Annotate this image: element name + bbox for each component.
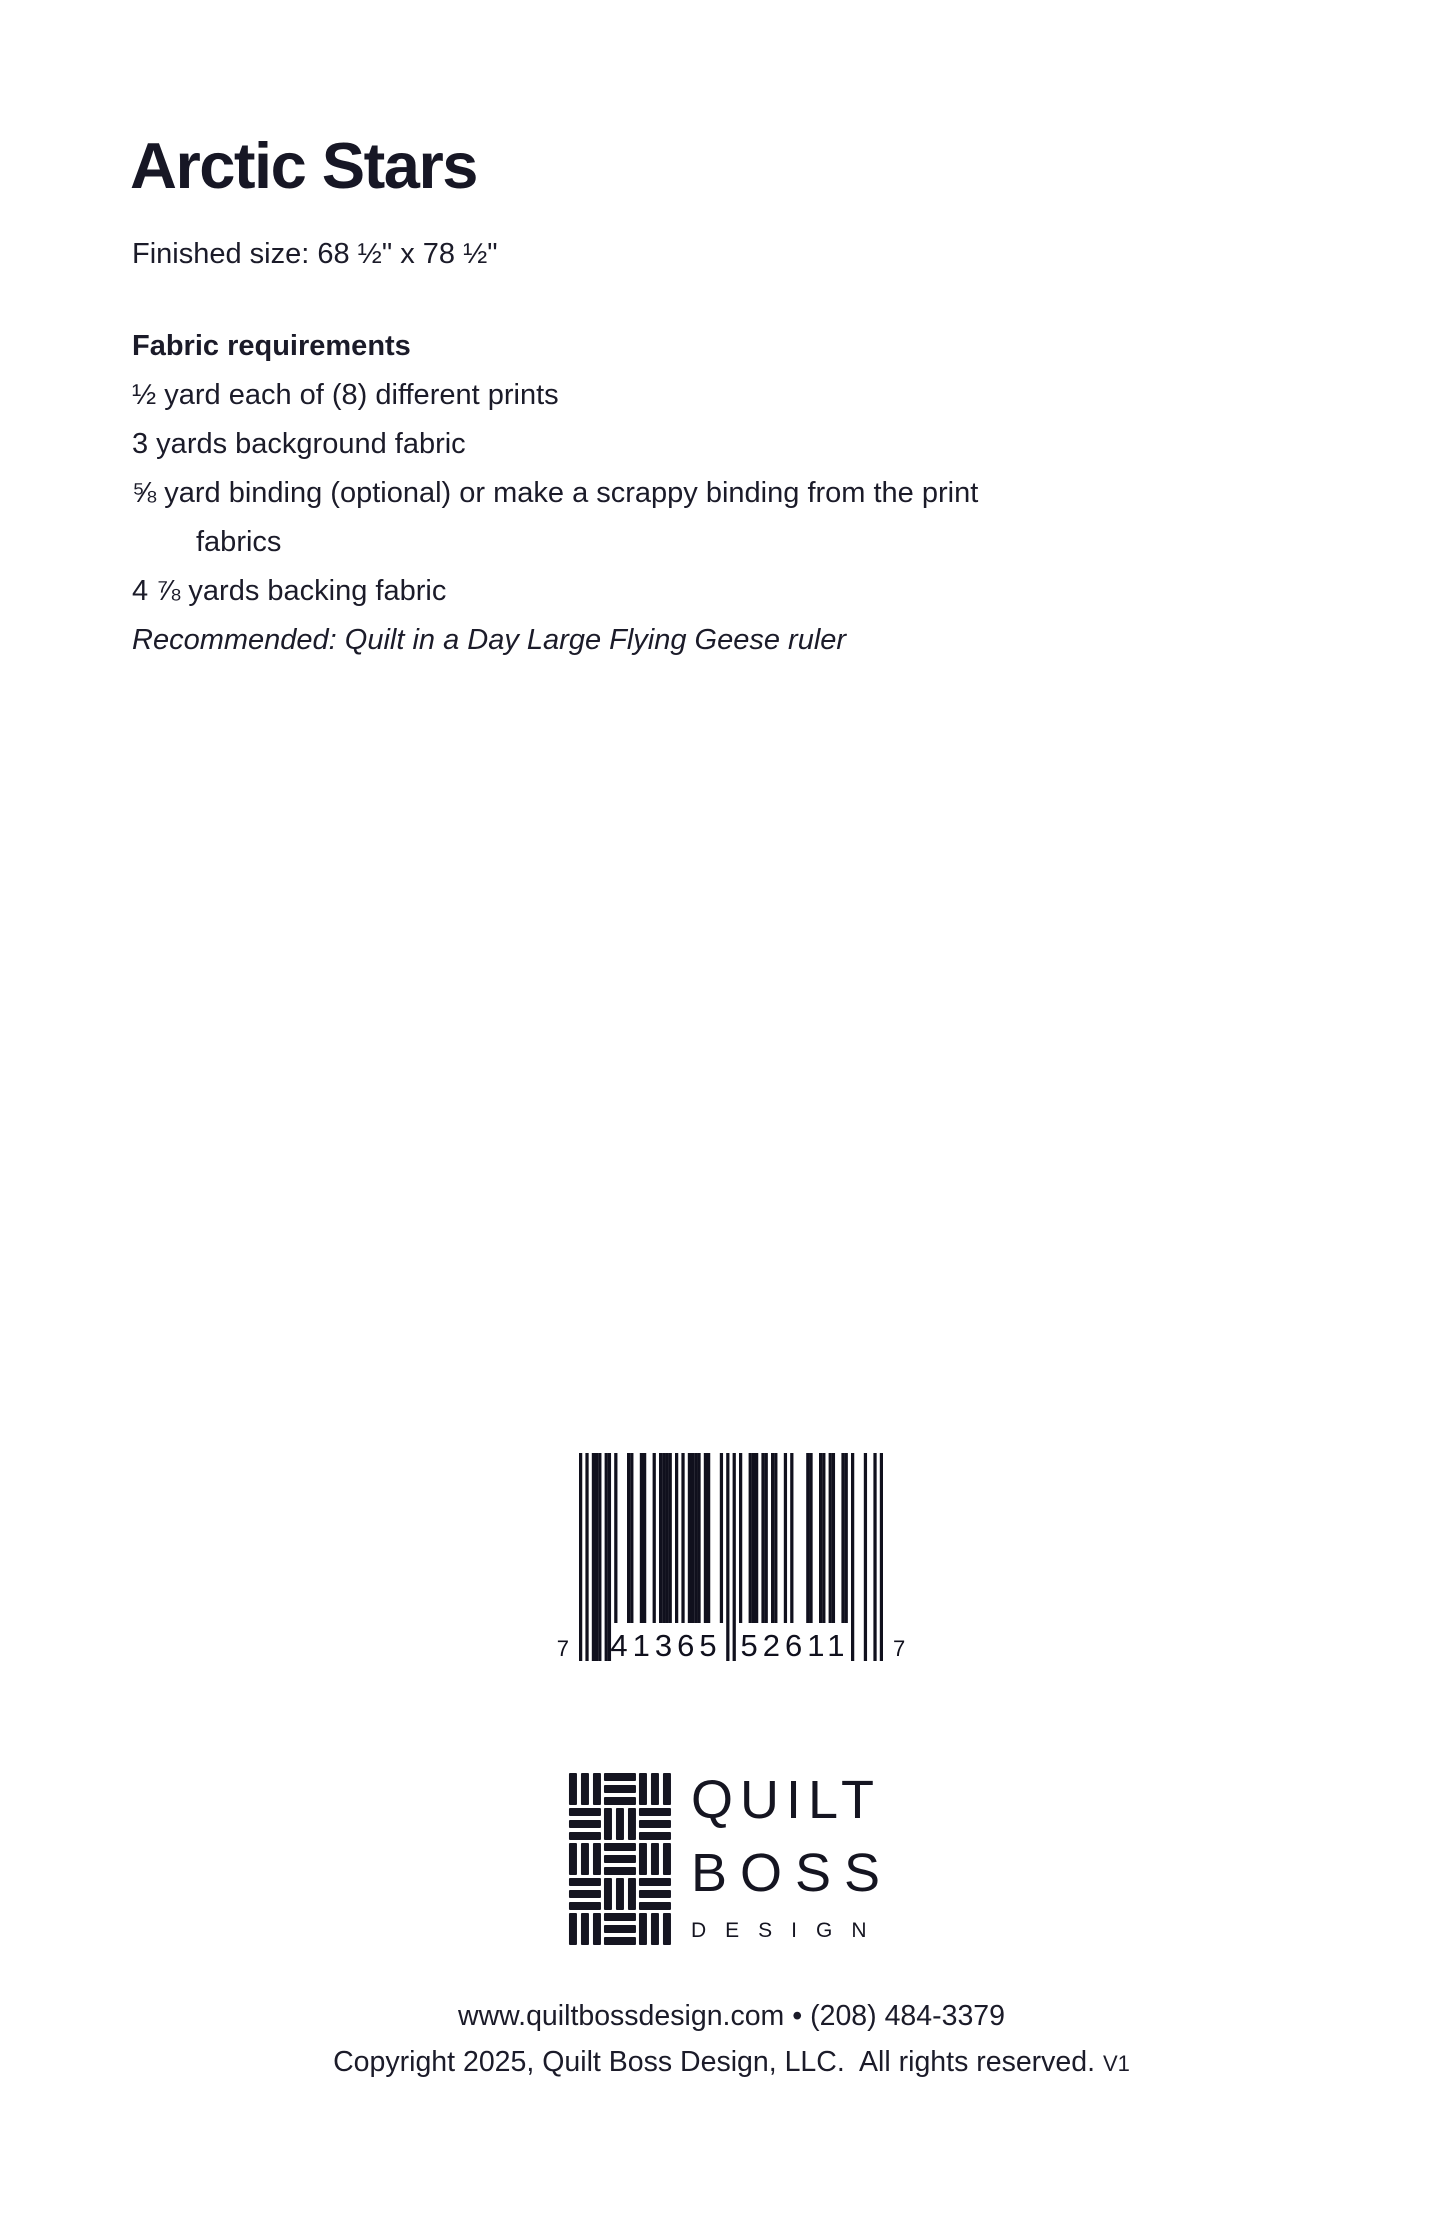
quilt-boss-logo-text (691, 1764, 893, 1945)
requirement-line-binding-continued: fabrics (196, 526, 282, 558)
version-label: V1 (1102, 2051, 1130, 2076)
page-footer (0, 1993, 1445, 2087)
quilt-boss-logo-mark (569, 1773, 671, 1945)
contact-line: www.quiltbossdesign.com • (208) 484-3379 (457, 2000, 1006, 2032)
upc-barcode (556, 1453, 906, 1663)
copyright-text: Copyright 2025, Quilt Boss Design, LLC. All rights reserved. (333, 2046, 1103, 2078)
weave-cell (639, 1773, 671, 1805)
logo-word-quilt: QUILT (690, 1770, 881, 1830)
barcode-left-digit-group: 41365 (610, 1628, 722, 1663)
barcode-number-system-digit: 7 (556, 1636, 569, 1661)
barcode-check-digit: 7 (893, 1636, 906, 1661)
weave-cell (604, 1843, 636, 1875)
copyright-line (18, 2039, 1445, 2087)
barcode-right-digit-group: 52611 (740, 1628, 850, 1663)
requirement-line-prints: ½ yard each of (8) different prints (132, 379, 559, 411)
weave-cell (569, 1773, 601, 1805)
weave-cell (639, 1913, 671, 1945)
weave-cell (569, 1843, 601, 1875)
requirement-line-background: 3 yards background fabric (132, 428, 466, 460)
fabric-requirements-heading: Fabric requirements (132, 330, 411, 362)
weave-cell (639, 1843, 671, 1875)
page-title: Arctic Stars (130, 129, 477, 202)
fabric-requirements-section (132, 322, 978, 665)
logo-word-design: DESIGN (690, 1919, 886, 1942)
weave-cell (604, 1878, 636, 1910)
weave-cell (604, 1913, 636, 1945)
weave-cell (604, 1808, 636, 1840)
weave-cell (569, 1913, 601, 1945)
requirement-line-backing: 4 ⅞ yards backing fabric (132, 575, 447, 607)
weave-cell (569, 1808, 601, 1840)
quilt-boss-logo (569, 1770, 894, 1945)
finished-size: Finished size: 68 ½" x 78 ½" (132, 238, 498, 270)
requirement-line-recommended: Recommended: Quilt in a Day Large Flying Geese ruler (132, 624, 847, 656)
weave-cell (639, 1878, 671, 1910)
logo-word-boss: BOSS (690, 1843, 894, 1903)
weave-cell (639, 1808, 671, 1840)
weave-cell (569, 1878, 601, 1910)
weave-cell (604, 1773, 636, 1805)
requirement-line-binding: ⅝ yard binding (optional) or make a scrappy binding from the print (132, 477, 979, 509)
